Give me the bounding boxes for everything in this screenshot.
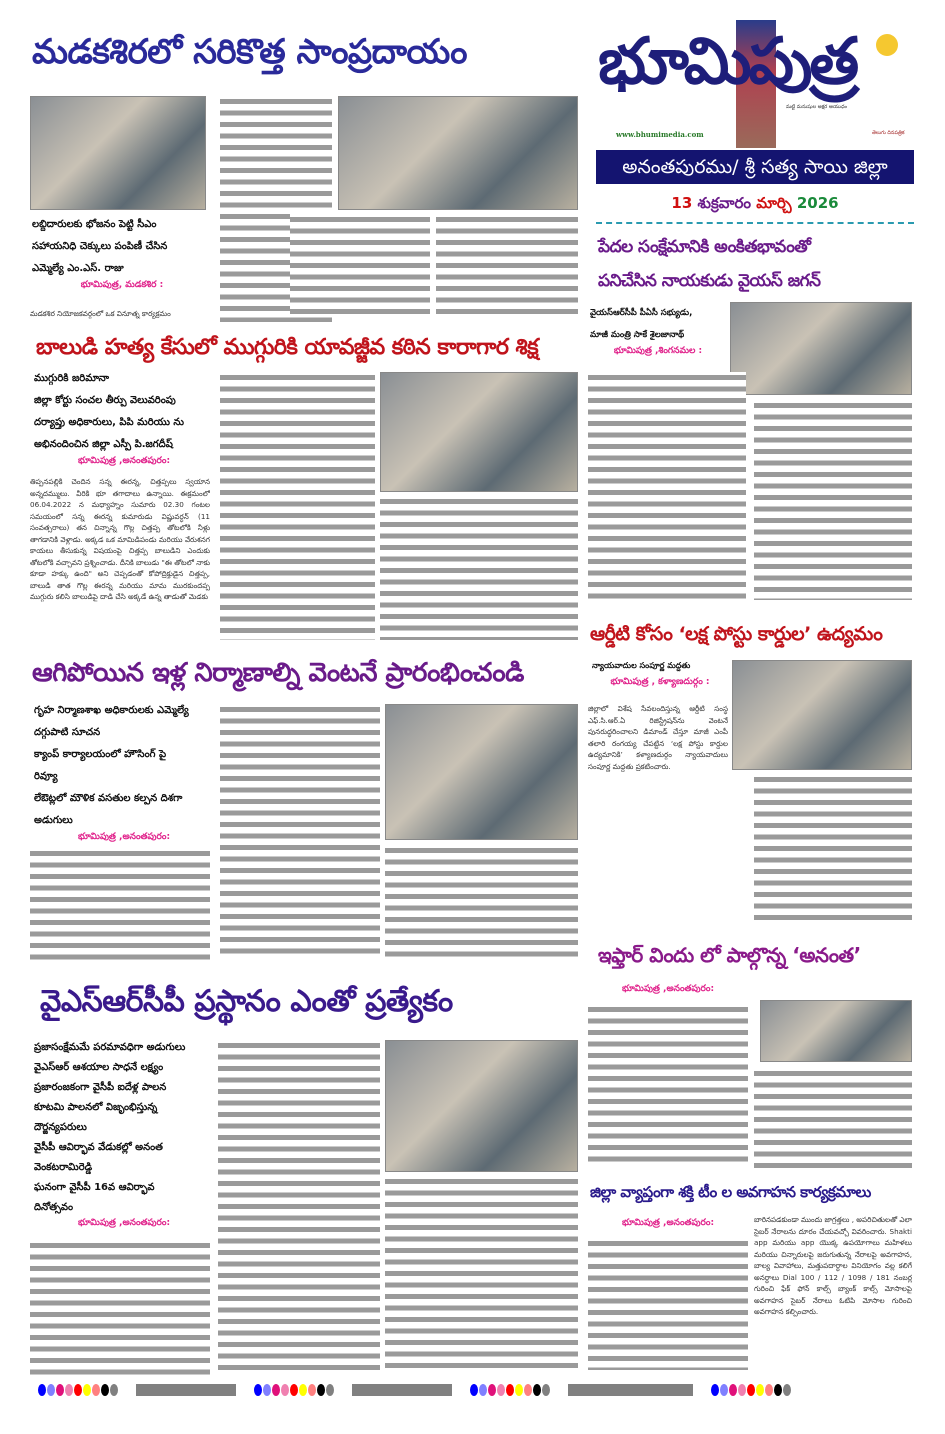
color-dots <box>711 1384 791 1396</box>
subhead: న్యాయవాదుల సంపూర్ణ మద్దతు <box>592 661 691 670</box>
article-text-column <box>385 1176 578 1371</box>
issue-date <box>596 193 914 213</box>
article-text-column <box>220 372 375 640</box>
article-body: జిల్లాలో విశేష సేవలందిస్తున్న ఆర్డీటి సంస్థ ఎఫ్.సి.ఆర్.ఏ రిజిస్ట్రేషన్‌ను వెంటనే పునరుద్ధరించాలని డిమాండ్ చేస్తూ మాజీ ఎంపీ తలారి రంగయ్య చేపట్టిన ‘లక్ష పోస్టు కార్డుల ఉద్యమానికి’ కళ్యాణదుర్గం న్యాయవాదులు సంపూర్ణ మద్దతు ప్రకటించారు. <box>588 704 728 771</box>
date-year: 2026 <box>796 194 839 212</box>
headline-line: పేదల సంక్షేమానికి అంకితభావంతో <box>598 237 811 257</box>
article-body: బారినపడకుండా ముందు జాగ్రత్తలు , అపరిచితులతో ఎలా సైబర్ నేరాలను దూరం చేయవచ్చో వివరించారు. Shakti app మరియు app యొక్క ఉపయోగాలు మహిళలు మరియు చిన్నారులపై జరుగుతున్న నేరాలపై అవగాహన, బాల్య వివాహాలు, మత్తుపదార్థాల వినియోగం వల్ల కలిగే అనర్థాలు Dial 100 / 112 / 1098 / 181 నంబర్ల గురించి ఫేక్ ఫోన్ కాల్స్ బ్యాంక్ కాల్స్ మోసాలపై అవగాహన సైబర్ నేరాలు ఓటిపి మోసాల గురించి అవగాహన కల్పించారు. <box>754 1215 912 1316</box>
color-dot <box>83 1384 91 1396</box>
subhead: అభినందించిన జిల్లా ఎస్పీ పి.జగదీష్ <box>34 439 173 450</box>
color-dot <box>92 1384 100 1396</box>
color-dot <box>254 1384 262 1396</box>
color-dot <box>56 1384 64 1396</box>
logo-emblem <box>876 34 898 56</box>
article-text-column <box>436 214 578 314</box>
masthead-tagline: మట్టి మనుషుల అక్షర ఆయుధం <box>786 104 848 110</box>
photo-celebration <box>385 1040 578 1172</box>
masthead-title: భూమిపుత్ర <box>598 25 857 99</box>
color-dot <box>479 1384 487 1396</box>
masthead-caption: తెలుగు దినపత్రిక <box>872 130 905 136</box>
subhead: మాజీ మంత్రి సాకే శైలజానాథ్ <box>590 330 685 340</box>
color-dot <box>299 1384 307 1396</box>
date-month: మార్చి <box>756 194 792 212</box>
gray-bar <box>136 1384 236 1396</box>
color-dot <box>738 1384 746 1396</box>
color-dot <box>290 1384 298 1396</box>
photo-meeting <box>385 704 578 840</box>
dateline: భూమిపుత్ర ,శింగనమల : <box>613 346 703 356</box>
subhead: లబ్దిదారులకు భోజనం పెట్టి సీఎం <box>32 219 157 230</box>
photo-meal <box>30 96 206 210</box>
subhead: ఎమ్మెల్యే ఎం.ఎస్. రాజు <box>32 263 124 274</box>
subhead: దౌర్జన్యపరులు <box>34 1122 87 1133</box>
subhead: వెంకటరామిరెడ్డి <box>34 1162 93 1173</box>
article-text-column <box>754 400 912 600</box>
subhead: దగ్గుపాటి సూచన <box>34 727 101 738</box>
article-text-column <box>30 1240 210 1375</box>
dateline: భూమిపుత్ర ,అనంతపురం: <box>621 984 715 994</box>
photo-group <box>338 96 578 210</box>
divider <box>596 222 914 224</box>
color-dot <box>711 1384 719 1396</box>
footer-decoration <box>38 1384 908 1396</box>
edition-band: అనంతపురము/ శ్రీ సత్య సాయి జిల్లా <box>596 150 914 184</box>
subhead: లేఔట్లలో మౌళిక వసతుల కల్పన దిశగా <box>34 793 183 804</box>
subhead: రివ్యూ <box>34 771 58 782</box>
masthead <box>596 20 914 150</box>
article-text-column <box>588 1238 748 1370</box>
subhead: వైఎస్ఆర్ ఆశయాల సాధనే లక్ష్యం <box>34 1062 164 1073</box>
headline-line: పనిచేసిన నాయకుడు వైయస్ జగన్ <box>598 271 821 291</box>
dateline: భూమిపుత్ర ,అనంతపురం: <box>77 456 171 466</box>
article-text-column <box>218 1040 380 1375</box>
color-dot <box>756 1384 764 1396</box>
color-dot <box>720 1384 728 1396</box>
article-body: తిప్పనపల్లికి చెందిన సన్న ఈరన్న, చిత్తప్పలు స్వయాన అన్నదమ్ములు. వీరికి భూ తగాదాలు ఉన్నాయి. ఈక్రమంలో 06.04.2022 న మధ్యాహ్నం సుమారు 02.30 గంటల సమయంలో సన్న ఈరన్న కుమారుడు విష్ణువర్ధన్ (11 సంవత్సరాలు) తన చిన్నాన్న గొల్ల చిత్తప్ప తోటలోకి నీళ్లు తాగడానికి వెళ్లాడు. అక్కడ ఒక మామిడిపండు మరియు వేరుశనగ కాయలు తీసుకున్న విషయంపై చిత్తప్ప బాలుడిని ఎందుకు తోటలోకి వచ్చావని ప్రశ్నించాడు. దీనికి బాలుడు "ఈ తోటలో నాకు కూడా హక్కు ఉంది" అని చెప్పడంతో కోపోద్రిక్తుడైన చిత్తప్ప, బాలుడి తాత గొల్ల ఈరన్న మరియు మామ మురకుందప్ప ముగ్గురు కలిసి బాలుడిపై దాడి చేసి అక్కడే ఉన్న తాడుతో మెడకు <box>30 477 210 601</box>
date-day: 13 <box>671 194 693 212</box>
color-dot <box>38 1384 46 1396</box>
color-dot <box>74 1384 82 1396</box>
article-text-column <box>385 845 578 960</box>
article-text-column <box>290 214 430 314</box>
color-dot <box>470 1384 478 1396</box>
color-dot <box>281 1384 289 1396</box>
subhead: సహాయనిధి చెక్కులు పంపిణీ చేసిన <box>32 241 168 252</box>
gray-bar <box>568 1384 693 1396</box>
photo-lawyers <box>732 660 912 770</box>
subhead: దర్యాప్తు అధికారులు, పిపి మరియు ను <box>34 417 184 428</box>
headline-jagan <box>598 230 914 298</box>
color-dot <box>326 1384 334 1396</box>
color-dot <box>65 1384 73 1396</box>
subhead: అడుగులు <box>34 815 73 826</box>
color-dot <box>101 1384 109 1396</box>
subhead: ఘనంగా వైసీపీ 16వ ఆవిర్భావ <box>34 1182 155 1193</box>
article-text-column <box>588 1004 748 1164</box>
subhead: కూటమి పాలనలో విజృంభిస్తున్న <box>34 1102 158 1113</box>
headline-ysrcp: వైఎస్ఆర్‌సీపీ ప్రస్థానం ఎంతో ప్రత్యేకం <box>40 984 453 1019</box>
color-dot <box>542 1384 550 1396</box>
color-dot <box>729 1384 737 1396</box>
color-dot <box>110 1384 118 1396</box>
photo-iftar <box>760 1000 912 1062</box>
color-dot <box>747 1384 755 1396</box>
subhead: ప్రజాసంక్షేమమే పరమావధిగా అడుగులు <box>34 1042 186 1053</box>
dateline: భూమిపుత్ర, మడకశిర : <box>80 280 164 290</box>
article-body: మడకశిర నియోజకవర్గంలో ఒక వినూత్న కార్యక్రమం <box>30 309 171 318</box>
headline-madakasira: మడకశిరలో సరికొత్త సాంప్రదాయం <box>32 32 467 72</box>
color-dot <box>515 1384 523 1396</box>
photo-police <box>380 372 578 492</box>
subhead: వైసీపీ ఆవిర్భావ వేడుకల్లో అనంత <box>34 1142 163 1153</box>
color-dot <box>497 1384 505 1396</box>
headline-iftar: ఇఫ్తార్ విందు లో పాల్గొన్న ‘అనంత’ <box>598 943 861 967</box>
color-dots <box>38 1384 118 1396</box>
article-text-column <box>754 1068 912 1168</box>
headline-murder-case: బాలుడి హత్య కేసులో ముగ్గురికి యావజ్జీవ కఠిన కారాగార శిక్ష <box>36 335 539 360</box>
article-text-column <box>754 774 912 924</box>
dateline: భూమిపుత్ర ,అనంతపురం: <box>77 1218 171 1228</box>
headline-housing: ఆగిపోయిన ఇళ్ల నిర్మాణాల్ని వెంటనే ప్రారంభించండి <box>32 658 524 688</box>
subhead: గృహ నిర్మాణశాఖ అధికారులకు ఎమ్మెల్యే <box>34 705 189 716</box>
subhead: జిల్లా కోర్టు సంచల తీర్పు వెలువరింపు <box>34 395 176 406</box>
subhead: వైయస్ఆర్‌సీపీ పీఏసీ సభ్యుడు, <box>590 308 693 318</box>
article-text-column <box>220 704 380 960</box>
dateline: భూమిపుత్ర ,అనంతపురం: <box>621 1218 715 1228</box>
color-dot <box>783 1384 791 1396</box>
color-dot <box>506 1384 514 1396</box>
color-dot <box>263 1384 271 1396</box>
subhead: ప్రజారంజకంగా వైసీపీ ఐదేళ్ల పాలన <box>34 1082 167 1093</box>
color-dots <box>470 1384 550 1396</box>
dateline: భూమిపుత్ర ,అనంతపురం: <box>77 832 171 842</box>
headline-shakti: జిల్లా వ్యాప్తంగా శక్తి టీం ల అవగాహన కార్యక్రమాలు <box>590 1183 871 1201</box>
color-dot <box>774 1384 782 1396</box>
color-dot <box>308 1384 316 1396</box>
subhead: ముగ్గురికి జరిమానా <box>34 373 110 384</box>
color-dot <box>488 1384 496 1396</box>
subhead: క్యాంప్ కార్యాలయంలో హౌసింగ్ పై <box>34 749 167 760</box>
date-weekday: శుక్రవారం <box>697 194 751 212</box>
color-dot <box>272 1384 280 1396</box>
gray-bar <box>352 1384 452 1396</box>
color-dot <box>47 1384 55 1396</box>
color-dot <box>533 1384 541 1396</box>
dateline: భూమిపుత్ర , కళ్యాణదుర్గం : <box>610 677 710 687</box>
color-dot <box>317 1384 325 1396</box>
color-dots <box>254 1384 334 1396</box>
article-text-column <box>588 372 746 600</box>
color-dot <box>765 1384 773 1396</box>
website: www.bhumimedia.com <box>616 130 704 139</box>
color-dot <box>524 1384 532 1396</box>
subhead: దినోత్సవం <box>34 1202 74 1213</box>
article-text-column <box>30 848 210 960</box>
headline-rdt: ఆర్డీటి కోసం ‘లక్ష పోస్టు కార్డుల’ ఉద్యమం <box>590 623 883 645</box>
photo-tribute <box>730 302 912 395</box>
article-text-column <box>380 496 578 640</box>
